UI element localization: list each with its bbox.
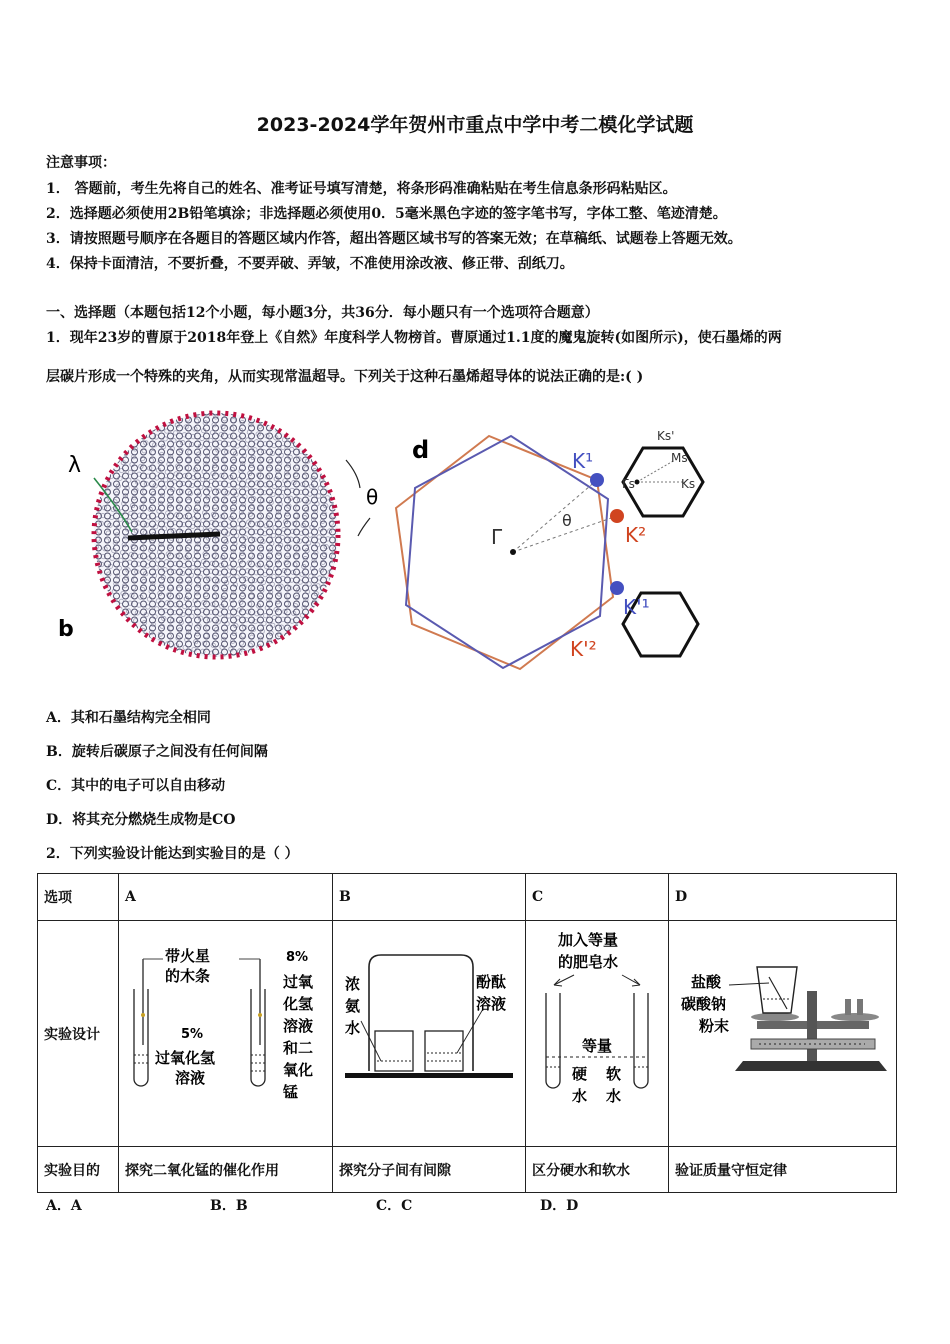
ks-label: Ks — [681, 477, 696, 491]
table-design-row — [38, 921, 897, 1147]
panel-d — [396, 429, 703, 669]
lambda-label: λ — [68, 453, 82, 478]
k2-label: K² — [625, 523, 647, 547]
balance-base — [735, 1061, 887, 1071]
a-right-solution-6: 锰 — [283, 1083, 299, 1101]
c-hard-2: 水 — [572, 1087, 588, 1105]
q1-option-d[interactable]: D．将其充分燃烧生成物是CO — [46, 812, 236, 828]
purpose-d: 验证质量守恒定律 — [669, 1147, 897, 1193]
c-equal-label: 等量 — [582, 1037, 613, 1055]
a-splint-line2: 的木条 — [165, 967, 211, 985]
c-hard-1: 硬 — [572, 1065, 588, 1083]
notice-item-2: 2．选择题必须使用2B铅笔填涂；非选择题必须使用0．5毫米黑色字迹的签字笔书写，字体工整、笔迹清楚。 — [46, 206, 727, 222]
ks-prime-label: Ks' — [657, 429, 675, 443]
c-soft-2: 水 — [606, 1087, 622, 1105]
experiment-table — [37, 873, 897, 1193]
header-col-d: D — [669, 874, 897, 921]
b-ammonia-3: 水 — [345, 1019, 361, 1037]
ms-label: Ms — [671, 451, 688, 465]
graphene-figure — [40, 400, 720, 680]
diagram-c — [526, 921, 668, 1142]
a-pct-left: 5% — [181, 1027, 204, 1042]
c-top-line1: 加入等量 — [558, 931, 619, 949]
k2-point — [610, 509, 624, 523]
panel-b-label: b — [58, 617, 74, 642]
question-1-stem-line1: 1．现年23岁的曹原于2018年登上《自然》年度科学人物榜首。曹原通过1.1度的魔鬼旋转(如图所示)，使石墨烯的两 — [46, 330, 782, 346]
gamma-label: Γ — [491, 525, 503, 549]
q2-answer-a[interactable]: A．A — [46, 1198, 82, 1214]
design-cell-c — [526, 921, 669, 1147]
page-title: 2023-2024学年贺州市重点中学中考二模化学试题 — [256, 114, 694, 136]
a-right-solution-4: 和二 — [283, 1039, 314, 1057]
b-phenol-2: 溶液 — [476, 995, 507, 1013]
design-cell-b — [333, 921, 526, 1147]
c-top-line2: 的肥皂水 — [558, 953, 619, 971]
q2-answer-b[interactable]: B．B — [210, 1198, 248, 1214]
diagram-d — [669, 921, 896, 1142]
q1-option-c[interactable]: C．其中的电子可以自由移动 — [46, 778, 226, 794]
kp1-label: K'¹ — [623, 595, 650, 619]
gamma-s-label: Γs — [622, 477, 635, 491]
question-2-stem: 2．下列实验设计能达到实验目的是（ ） — [46, 846, 299, 862]
table-purpose-row — [38, 1147, 897, 1193]
notice-item-1: 1． 答题前，考生先将自己的姓名、准考证号填写清楚，将条形码准确粘贴在考生信息条形码粘贴区。 — [46, 181, 677, 197]
diagram-a — [119, 921, 332, 1142]
bell-jar — [369, 955, 473, 1071]
notice-item-4: 4．保持卡面清洁，不要折叠，不要弄破、弄皱，不准使用涂改液、修正带、刮纸刀。 — [46, 256, 574, 272]
theta-arrow-top — [346, 460, 360, 488]
design-cell-d — [669, 921, 897, 1147]
a-pct-right: 8% — [286, 950, 309, 965]
d-powder-label: 粉末 — [699, 1017, 730, 1035]
section-heading: 一、选择题（本题包括12个小题，每小题3分，共36分．每小题只有一个选项符合题意） — [46, 305, 599, 321]
k1-point — [590, 473, 604, 487]
a-left-solution-line2: 溶液 — [175, 1069, 206, 1087]
a-splint-line1: 带火星 — [165, 947, 211, 965]
theta-arrow-bottom — [358, 518, 370, 536]
a-right-solution-3: 溶液 — [283, 1017, 314, 1035]
header-purpose: 实验目的 — [38, 1147, 119, 1193]
q1-option-a[interactable]: A．其和石墨结构完全相同 — [46, 710, 211, 726]
a-right-solution-2: 化氢 — [283, 995, 314, 1013]
d-carbonate-label: 碳酸钠 — [681, 995, 727, 1013]
purpose-c: 区分硬水和软水 — [526, 1147, 669, 1193]
a-right-solution-5: 氧化 — [283, 1061, 314, 1079]
kp2-label: K'² — [570, 637, 597, 661]
purpose-b: 探究分子间有间隙 — [333, 1147, 526, 1193]
q2-answer-d[interactable]: D．D — [540, 1198, 579, 1214]
panel-b — [58, 413, 378, 657]
panel-d-label: d — [412, 436, 430, 464]
panel-d-theta: θ — [562, 511, 572, 530]
a-right-solution-1: 过氧 — [283, 973, 314, 991]
q1-option-b[interactable]: B．旋转后碳原子之间没有任何间隔 — [46, 744, 268, 760]
notice-item-3: 3．请按照题号顺序在各题目的答题区域内作答，超出答题区域书写的答案无效；在草稿纸、试题卷上答题无效。 — [46, 231, 742, 247]
header-option: 选项 — [38, 874, 119, 921]
gamma-point — [510, 549, 516, 555]
c-soft-1: 软 — [606, 1065, 622, 1083]
design-cell-a — [119, 921, 333, 1147]
header-col-b: B — [333, 874, 526, 921]
purpose-a: 探究二氧化锰的催化作用 — [119, 1147, 333, 1193]
notice-heading: 注意事项： — [46, 155, 116, 171]
a-left-solution-line1: 过氧化氢 — [155, 1049, 216, 1067]
question-1-stem-line2: 层碳片形成一个特殊的夹角，从而实现常温超导。下列关于这种石墨烯超导体的说法正确的是:( ) — [46, 369, 644, 385]
kp1-point — [610, 581, 624, 595]
table-header-row — [38, 874, 897, 921]
b-ammonia-2: 氨 — [345, 997, 361, 1015]
base-plate — [345, 1073, 513, 1078]
header-design: 实验设计 — [38, 921, 119, 1147]
balance-pillar — [807, 991, 817, 1061]
header-col-c: C — [526, 874, 669, 921]
d-acid-label: 盐酸 — [691, 973, 722, 991]
k1-label: K¹ — [572, 449, 594, 473]
header-col-a: A — [119, 874, 333, 921]
diagram-b — [333, 921, 525, 1142]
theta-label: θ — [366, 485, 379, 509]
b-ammonia-1: 浓 — [345, 975, 361, 993]
q2-answer-c[interactable]: C．C — [376, 1198, 413, 1214]
b-phenol-1: 酚酞 — [476, 973, 507, 991]
